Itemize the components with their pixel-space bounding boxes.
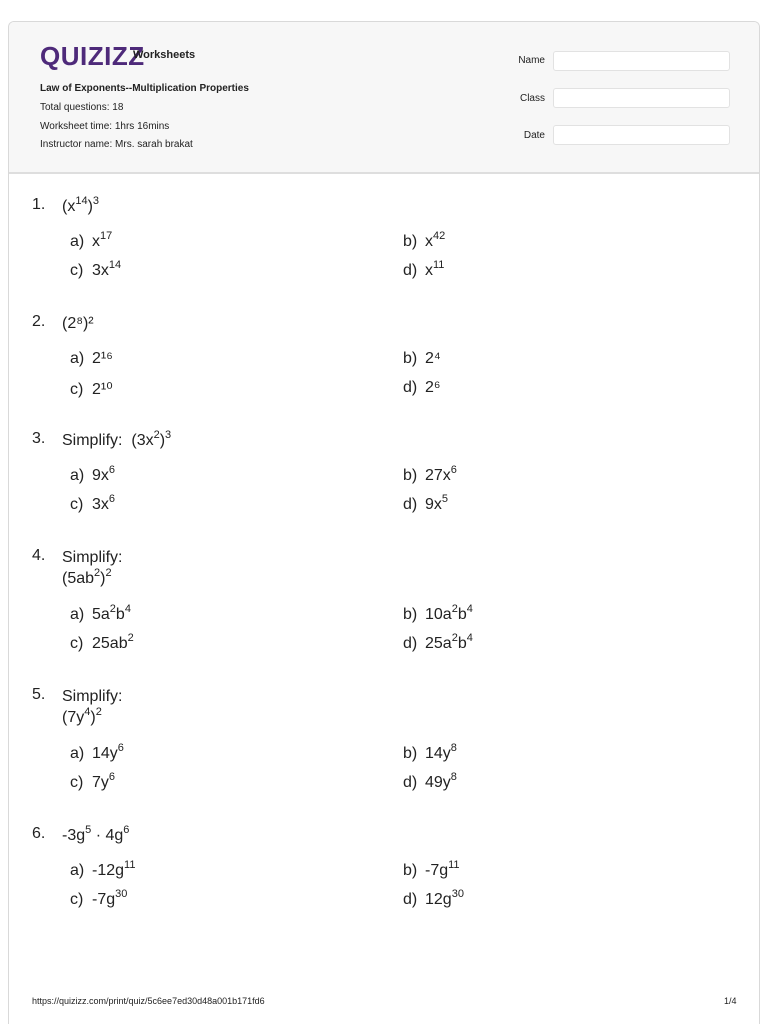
brand-subtitle: Worksheets [133,49,196,61]
instructor-name: Instructor name: Mrs. sarah brakat [40,139,193,150]
option-5d[interactable]: d) $49y^8$ [403,770,457,791]
option-5b[interactable]: b) $14y^8$ [403,741,457,762]
option-5c[interactable]: c) $7y^6$ [70,770,116,791]
name-label: Name [518,55,545,66]
option-4c[interactable]: c) $25ab^2$ [70,631,134,652]
class-field[interactable] [553,88,730,108]
question-number: 6. [32,825,46,842]
option-2c[interactable]: c) 2¹⁰ [70,381,113,398]
footer-url[interactable]: https://quizizz.com/print/quiz/5c6ee7ed30d48a001b171fd6 [32,996,265,1006]
question-number: 3. [32,430,46,447]
option-5a[interactable]: a) $14y^6$ [70,741,124,762]
option-6c[interactable]: c) $-7g^{30}$ [70,887,128,908]
option-6d[interactable]: d) $12g^{30}$ [403,887,464,908]
worksheet-time: Worksheet time: 1hrs 16mins [40,121,170,132]
page-number: 1/4 [724,996,737,1006]
option-1b[interactable]: b) $x^{42}$ [403,229,446,250]
date-label: Date [523,130,545,141]
option-1c[interactable]: c) $3x^{14}$ [70,258,122,279]
question-number: 4. [32,547,46,564]
option-3d[interactable]: d) $9x^5$ [403,492,449,513]
question-prompt: Simplify: $(5ab^2)^2$ [62,549,123,587]
question-prompt: Simplify: $(3x^2)^3$ [62,428,172,449]
question-prompt: $(x^{14})^3$ [62,194,100,215]
question-number: 1. [32,196,46,213]
question-number: 5. [32,686,46,703]
option-2d[interactable]: d) 2⁶ [403,379,441,396]
date-field[interactable] [553,125,730,145]
option-1d[interactable]: d) $x^{11}$ [403,258,445,279]
question-prompt: (2⁸)² [62,315,94,332]
total-questions: Total questions: 18 [40,102,124,113]
option-2a[interactable]: a) 2¹⁶ [70,350,113,367]
option-3a[interactable]: a) $9x^6$ [70,463,116,484]
worksheet-title: Law of Exponents--Multiplication Properties [40,83,249,94]
option-2b[interactable]: b) 2⁴ [403,350,441,367]
name-field[interactable] [553,51,730,71]
option-6b[interactable]: b) $-7g^{11}$ [403,858,460,879]
option-1a[interactable]: a) $x^{17}$ [70,229,113,250]
option-4d[interactable]: d) $25a^2b^4$ [403,631,473,652]
option-3c[interactable]: c) $3x^6$ [70,492,116,513]
worksheet-header [9,22,759,174]
option-4b[interactable]: b) $10a^2b^4$ [403,602,473,623]
question-prompt: $-3g^5 \cdot 4g^6$ [62,823,130,844]
question-number: 2. [32,313,46,330]
class-label: Class [519,93,545,104]
option-4a[interactable]: a) $5a^2b^4$ [70,602,131,623]
quizizz-logo: QUIZIZZ [40,41,145,71]
question-prompt: Simplify: $(7y^4)^2$ [62,688,123,726]
option-3b[interactable]: b) $27x^6$ [403,463,457,484]
option-6a[interactable]: a) $-12g^{11}$ [70,858,136,879]
